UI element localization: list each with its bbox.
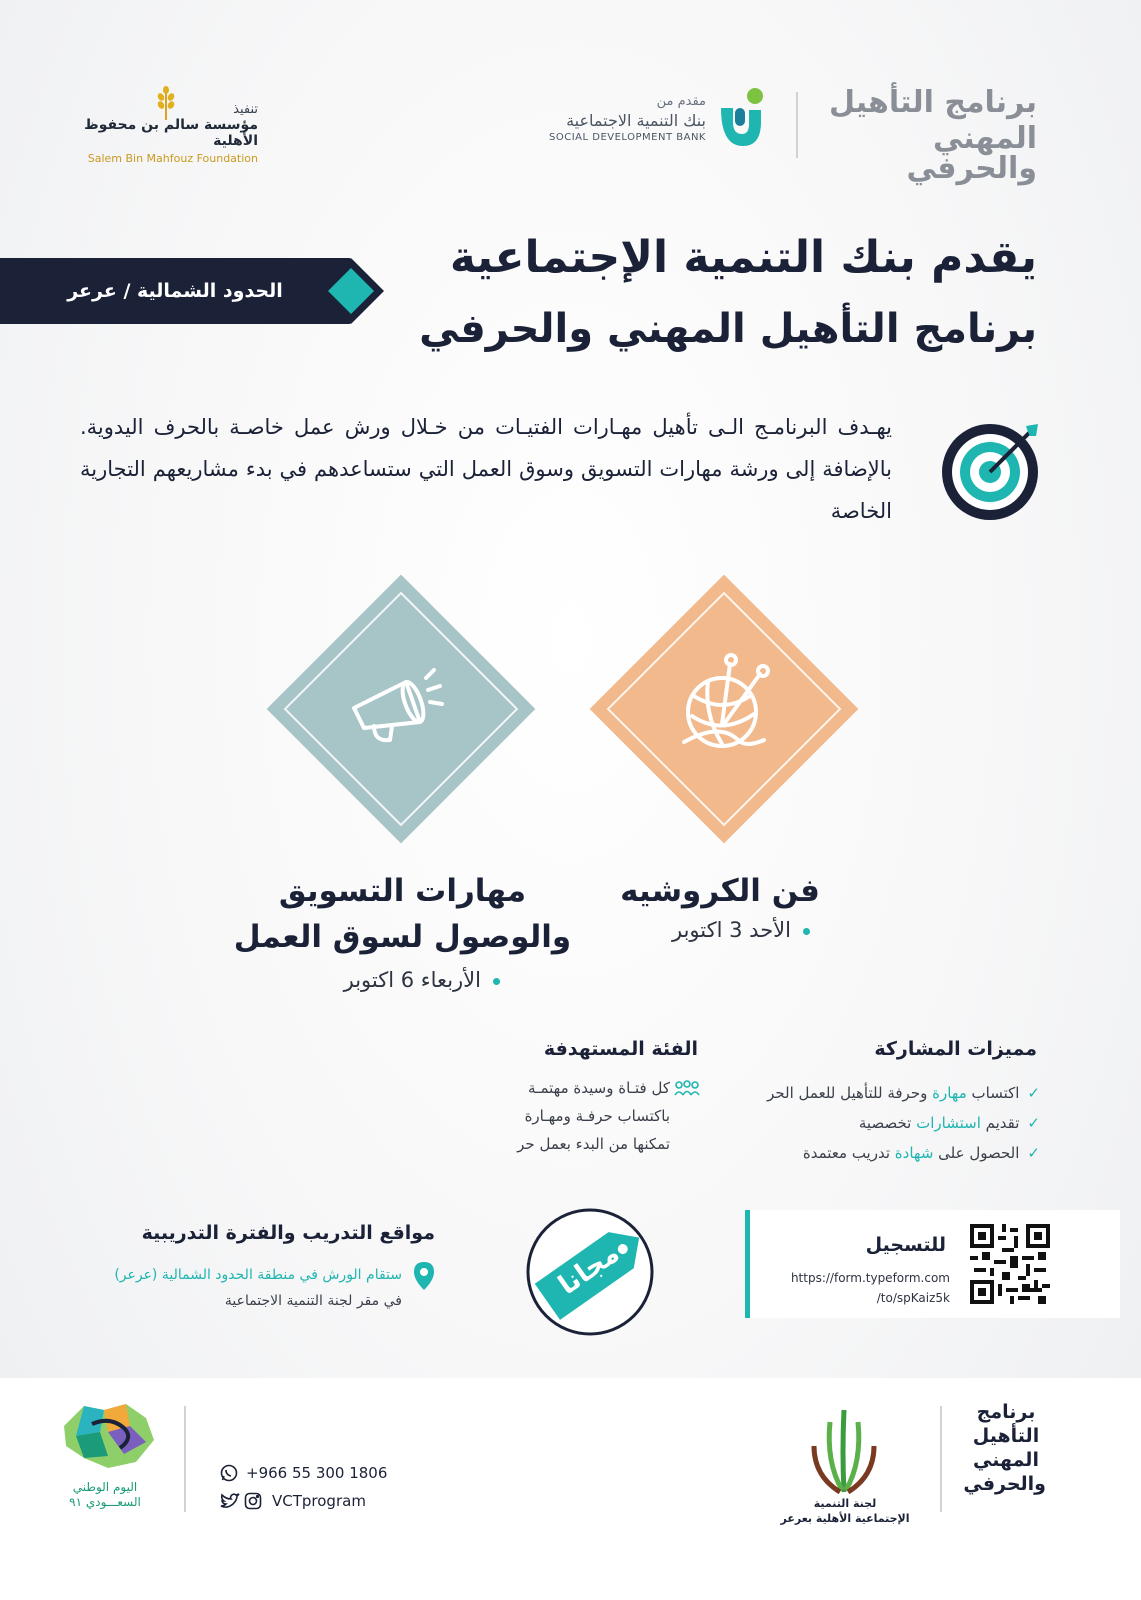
- locations-line1: ستقام الورش في منطقة الحدود الشمالية (عرعر): [114, 1267, 402, 1283]
- feature-highlight: مهارة: [932, 1084, 967, 1102]
- phone-number[interactable]: +966 55 300 1806: [246, 1464, 388, 1482]
- whatsapp-icon: [220, 1464, 238, 1482]
- feature-highlight: استشارات: [916, 1114, 981, 1132]
- marketing-title: [230, 868, 575, 960]
- features-list: [700, 1078, 1040, 1168]
- committee-line1: لجنة التنمية: [813, 1497, 877, 1510]
- program-logo-line2: المهني والحرفي: [906, 121, 1037, 186]
- registration-title: للتسجيل: [865, 1234, 946, 1256]
- registration-url-line1[interactable]: https://form.typeform.com: [790, 1271, 950, 1285]
- audience-line: تمكنها من البدء بعمل حر: [517, 1135, 670, 1153]
- feature-item: [700, 1108, 1040, 1138]
- feature-text: تخصصية: [858, 1114, 917, 1132]
- footer: [0, 1378, 1141, 1600]
- bank-logo-icon: [715, 86, 767, 154]
- yarn-ball-icon: [664, 644, 784, 764]
- marketing-date-text: الأربعاء 6 اكتوبر: [343, 968, 481, 992]
- check-icon: ✓: [1027, 1144, 1040, 1162]
- marketing-title-line2: والوصول لسوق العمل: [233, 919, 572, 955]
- contact-phone[interactable]: [220, 1464, 387, 1482]
- instagram-icon[interactable]: [244, 1492, 262, 1510]
- header-divider: [796, 92, 798, 158]
- feature-item: [700, 1078, 1040, 1108]
- program-logo: [822, 85, 1037, 186]
- free-tag-badge: [524, 1206, 658, 1336]
- feature-text: تدريب معتمدة: [802, 1144, 895, 1162]
- audience-line: باكتساب حرفـة ومهـارة: [524, 1107, 670, 1125]
- registration-box: [745, 1210, 1120, 1318]
- committee-line2: الإجتماعية الأهلية بعرعر: [780, 1512, 910, 1525]
- main-title-line1: يقدم بنك التنمية الإجتماعية: [449, 232, 1037, 283]
- bank-name-block: [500, 94, 706, 143]
- qr-code-icon[interactable]: [970, 1224, 1050, 1304]
- bank-name-ar: بنك التنمية الاجتماعية: [566, 111, 706, 130]
- committee-text: [770, 1496, 920, 1526]
- footer-program-logo: برنامج التأهيل المهني والحرفي: [963, 1401, 1046, 1495]
- feature-text: تقديم: [980, 1114, 1020, 1132]
- social-handle[interactable]: VCTprogram: [272, 1492, 366, 1510]
- crochet-date-text: الأحد 3 اكتوبر: [672, 918, 791, 942]
- national-day-line1: اليوم الوطني: [72, 1480, 138, 1494]
- marketing-date: [310, 968, 500, 992]
- location-banner: [0, 258, 350, 324]
- bank-name-en: SOCIAL DEVELOPMENT BANK: [549, 132, 706, 143]
- presented-by-label: مقدم من: [656, 94, 706, 109]
- check-icon: ✓: [1027, 1084, 1040, 1102]
- execution-label: تنفيذ: [233, 102, 258, 117]
- locations-title: مواقع التدريب والفترة التدريبية: [141, 1222, 435, 1244]
- megaphone-icon: [340, 660, 460, 760]
- bullet-dot-icon: [493, 978, 500, 985]
- audience-line: كل فتـاة وسيدة مهتمـة: [528, 1079, 670, 1097]
- registration-url[interactable]: [770, 1268, 950, 1308]
- audience-lines: [480, 1074, 670, 1158]
- foundation-name-en: Salem Bin Mahfouz Foundation: [87, 152, 258, 165]
- location-pin-icon: [414, 1262, 434, 1290]
- foundation-name-ar: مؤسسة سالم بن محفوظ الأهلية: [84, 117, 258, 149]
- locations-text: [60, 1262, 402, 1314]
- check-icon: ✓: [1027, 1114, 1040, 1132]
- footer-divider-right: [940, 1406, 942, 1512]
- twitter-icon[interactable]: [220, 1493, 240, 1509]
- national-day-text: [50, 1480, 160, 1510]
- feature-highlight: شهادة: [894, 1144, 934, 1162]
- feature-text: وحرفة للتأهيل للعمل الحر: [767, 1084, 933, 1102]
- target-icon: [938, 416, 1048, 524]
- feature-text: اكتساب: [966, 1084, 1020, 1102]
- people-icon: [674, 1080, 700, 1096]
- location-banner-text: الحدود الشمالية / عرعر: [67, 280, 283, 302]
- features-title: مميزات المشاركة: [874, 1038, 1037, 1060]
- registration-url-line2[interactable]: /to/spKaiz5k: [876, 1291, 950, 1305]
- audience-title: الفئة المستهدفة: [543, 1038, 698, 1060]
- crochet-title: فن الكروشيه: [620, 873, 820, 909]
- saudi-national-day-logo-icon: [54, 1396, 164, 1476]
- locations-line2: في مقر لجنة التنمية الاجتماعية: [224, 1293, 402, 1309]
- program-description: يهـدف البرنامـج الـى تأهيل مهـارات الفتيـات من خـلال ورش عمل خاصـة بالحرف اليدوية. بالإضافة إلى ورشة مهارات التسويق وسوق العمل التي ستساعدهم في بدء مشاريعهم التجارية الخاصة: [80, 415, 892, 523]
- contact-social[interactable]: [220, 1492, 366, 1510]
- free-tag-text: مجانا: [552, 1237, 626, 1302]
- footer-divider-left: [184, 1406, 186, 1512]
- crochet-date: [630, 918, 810, 942]
- marketing-title-line1: مهارات التسويق: [278, 873, 527, 909]
- bullet-dot-icon: [803, 928, 810, 935]
- program-logo-line1: برنامج التأهيل: [829, 85, 1037, 120]
- committee-logo-icon: [806, 1402, 882, 1494]
- feature-item: [700, 1138, 1040, 1168]
- foundation-block: [60, 102, 258, 165]
- feature-text: الحصول على: [933, 1144, 1020, 1162]
- banner-diamond-icon: [318, 258, 384, 324]
- national-day-line2: السعـــودي ٩١: [69, 1495, 141, 1509]
- main-title-line2: برنامج التأهيل المهني والحرفي: [419, 306, 1037, 352]
